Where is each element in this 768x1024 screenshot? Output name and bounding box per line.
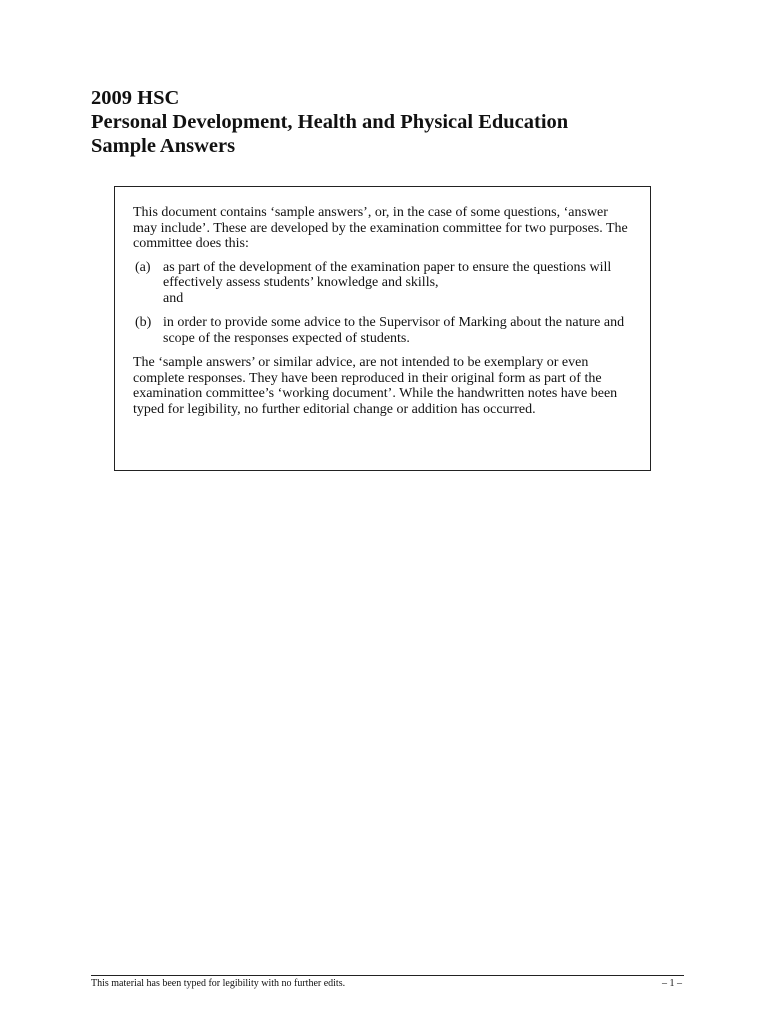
list-item: [133, 315, 633, 346]
list-marker: (a): [135, 259, 151, 275]
list-item: [133, 260, 633, 307]
list-text-tail: and: [163, 290, 184, 306]
notice-box: [114, 186, 651, 471]
notice-content: [133, 205, 633, 417]
list-text: [163, 260, 633, 307]
title-subject: Personal Development, Health and Physical Education: [91, 111, 569, 133]
notice-closing: The ‘sample answers’ or similar advice, are not intended to be exemplary or even complete responses. They have been reproduced in their original form as part of the examination committee’s ‘working document’. While the handwritten notes have been typed for legibility, no further editorial change or addition has occurred.: [133, 355, 618, 417]
footer-note: This material has been typed for legibility with no further edits.: [91, 978, 346, 989]
list-text-body: as part of the development of the examination paper to ensure the questions will effectively assess students’ knowledge and skills,: [163, 259, 612, 290]
page-number: – 1 –: [662, 978, 682, 989]
footer-divider: [91, 975, 684, 976]
document-title: [91, 86, 691, 158]
list-text-body: in order to provide some advice to the Supervisor of Marking about the nature and scope of the responses expected of students.: [163, 315, 625, 346]
title-doc-type: Sample Answers: [91, 135, 236, 157]
notice-purpose-list: [133, 260, 633, 347]
title-year-exam: 2009 HSC: [91, 87, 180, 109]
list-marker: (b): [135, 315, 152, 330]
list-text: [163, 315, 633, 346]
notice-intro: This document contains ‘sample answers’, or, in the case of some questions, ‘answer may include’. These are developed by the examination committee for two purposes. The committee does this:: [133, 205, 628, 251]
